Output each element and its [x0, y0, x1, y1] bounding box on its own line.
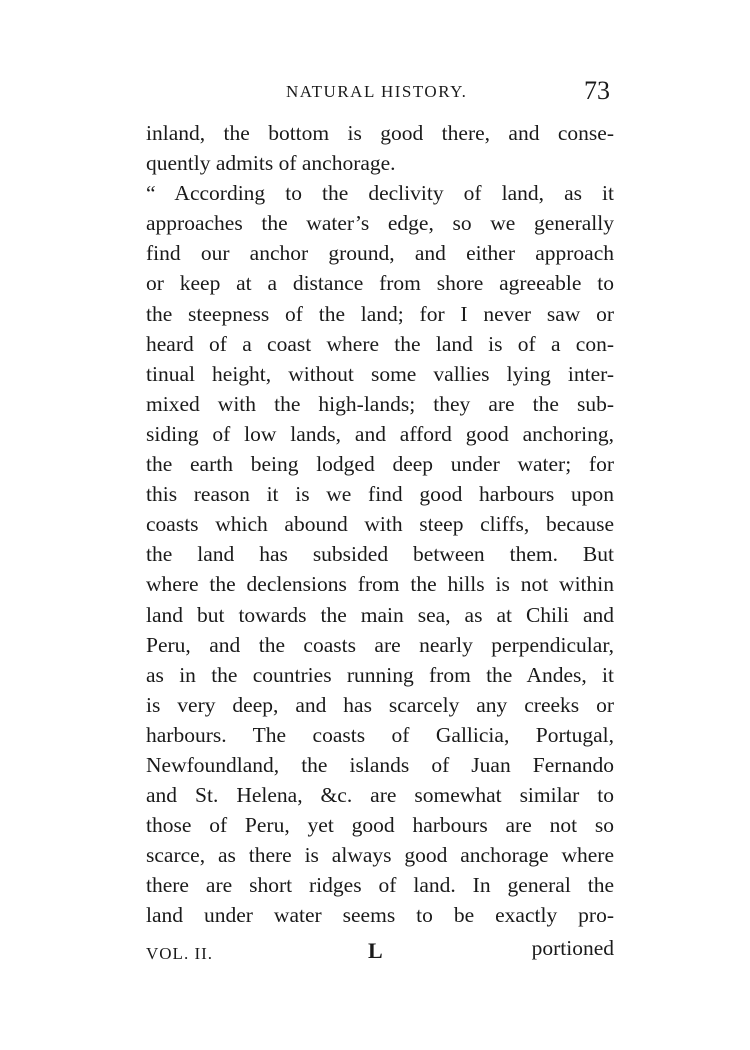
text-line: where the declensions from the hills is not within — [146, 572, 614, 597]
text-line: inland, the bottom is good there, and conse- — [146, 121, 614, 145]
text-line: or keep at a distance from shore agreeable to — [146, 271, 614, 296]
text-line: mixed with the high-lands; they are the sub- — [146, 391, 614, 416]
text-line: siding of low lands, and afford good anchoring, — [146, 421, 614, 446]
text-line: approaches the water’s edge, so we generally — [146, 211, 614, 236]
text-line: as in the countries running from the Andes, it — [146, 662, 614, 687]
text-line: heard of a coast where the land is of a con- — [146, 331, 614, 356]
text-line: those of Peru, yet good harbours are not so — [146, 813, 614, 838]
text-line: land under water seems to be exactly pro- — [146, 903, 614, 928]
text-line: land but towards the main sea, as at Chili and — [146, 602, 614, 627]
text-line: “ According to the declivity of land, as it — [146, 181, 614, 206]
running-head: NATURAL HISTORY. — [286, 82, 468, 101]
text-line: there are short ridges of land. In general the — [146, 873, 614, 898]
gathering-mark: L — [368, 938, 383, 963]
text-line: quently admits of anchorage. — [146, 151, 396, 176]
text-line: and St. Helena, &c. are somewhat similar to — [146, 783, 614, 808]
body-text — [146, 118, 614, 931]
page-header — [146, 78, 614, 118]
text-line: Peru, and the coasts are nearly perpendicular, — [146, 632, 614, 657]
text-line: is very deep, and has scarcely any creeks or — [146, 692, 614, 717]
text-line: find our anchor ground, and either approach — [146, 241, 614, 266]
text-line: tinual height, without some vallies lying inter- — [146, 361, 614, 386]
volume-signature: VOL. II. — [146, 944, 214, 963]
page-number: 73 — [584, 76, 610, 105]
text-line: Newfoundland, the islands of Juan Fernando — [146, 752, 614, 777]
text-line: the steepness of the land; for I never saw or — [146, 301, 614, 326]
text-line: harbours. The coasts of Gallicia, Portugal, — [146, 722, 614, 747]
text-line: the earth being lodged deep under water; for — [146, 452, 614, 477]
text-line: this reason it is we find good harbours upon — [146, 482, 614, 507]
page-footer — [146, 936, 614, 970]
text-line: scarce, as there is always good anchorage where — [146, 843, 614, 868]
text-line: the land has subsided between them. But — [146, 542, 614, 567]
catchword: portioned — [531, 936, 614, 960]
text-line: coasts which abound with steep cliffs, because — [146, 512, 614, 537]
